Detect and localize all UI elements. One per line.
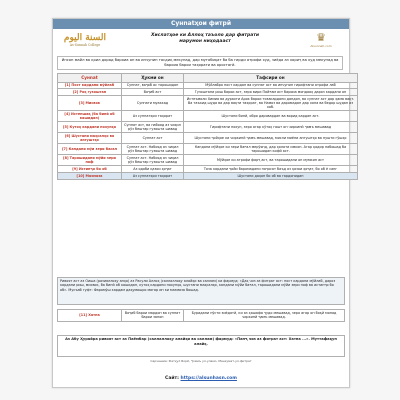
sunnah-ruling: Суннат аст bbox=[122, 133, 184, 144]
sunnah-desc: Гирифтани нохун, зеро агар кӯтоҳ гашт он чиркинӣ ҷамъ мешавад bbox=[184, 122, 358, 133]
intro-paragraph: Инсон майл ва қоил дорад бароиа он ва инчунин тасдиқ мекунад, дар мутобиқат ба ба гирди атрофи худ, зиёда аз хориҷ ва худ мекунад ва бароиа барои таҳорати ва оростагӣ. bbox=[57, 56, 343, 70]
sunnah-desc: Гузоштани риш барои аст, зеро вири Пайғам аст бароиа мондааҳ дароз кардани он bbox=[184, 89, 358, 96]
column-header-ruling: Ҳукми он bbox=[122, 74, 184, 83]
college-logo bbox=[61, 34, 109, 52]
sunnah-desc: Буридани пӯсти зиёдатӣ, ки аз ҳашафа ҷудо мешавад, зеро агар он боқӣ монад чиркинӣ ҷамъ мешавад. bbox=[184, 310, 345, 322]
document-sheet bbox=[52, 18, 355, 388]
sunnah-desc: Шустани бинӣ, обро даровардан ва ворид кардан аст. bbox=[184, 111, 358, 122]
sunnah-ruling: Суннат аст, ва набояд аз чиҳил рӯз бештар гузошта шавад bbox=[122, 122, 184, 133]
sunnah-name: [7] Кандани мӯи зери бағал bbox=[58, 144, 122, 155]
logo-tag: Alsunnah.com bbox=[310, 44, 332, 48]
table-row bbox=[58, 155, 358, 166]
table-row bbox=[58, 173, 358, 180]
sunnah-table bbox=[57, 73, 358, 180]
sunnah-desc: Кандани мӯйҳое ки зери бағал мерӯянд, дар ҳолати имкон. Агар қодир набошад ба тарошидан кофӣ аст. bbox=[184, 144, 358, 155]
closing-hadith: Аз Абу Ҳурайра ривоят аст аз Паёмбар (саллаллоҳу алайҳи ва саллам) фармуд: «Панҷ чиз аз фитрат аст: Хатна ...». Муттафақун алайҳ. bbox=[57, 335, 345, 357]
sunnah-desc: Мӯйлабро пост кардан ва суннат аст ва инчунин гирифтани атрофи лаб bbox=[184, 82, 358, 89]
sunnah-ruling: Аз суннатҳои таҳорат bbox=[122, 173, 184, 180]
table-row bbox=[58, 166, 358, 173]
sunnah-name: [2] Роҳ гузоштан bbox=[58, 89, 122, 96]
table-row bbox=[58, 122, 358, 133]
crown-logo bbox=[303, 32, 339, 52]
sunnah-name: [1] Пост кардани мӯйлаб bbox=[58, 82, 122, 89]
logo-subtitle: As-Sunnah College bbox=[69, 43, 101, 47]
sunnah-desc: Мӯйҳое ки атрофи фарҷ аст, ва тарошидани он мумкин аст bbox=[184, 155, 358, 166]
table-row bbox=[58, 111, 358, 122]
sunnah-desc: Шустани даҳон бо об ва гардонидан bbox=[184, 173, 358, 180]
table-row bbox=[58, 310, 345, 322]
site-label: Сайт: bbox=[165, 376, 179, 381]
website-link[interactable]: https://alsunhasn.com bbox=[180, 376, 237, 381]
table-row bbox=[58, 144, 358, 155]
sunnah-ruling: Суннати муаккад bbox=[122, 96, 184, 111]
sunnah-desc: Шустани ҷойҳое ки чиркинӣ ҷамъ мешавад, мисли миёни ангуштҳо ва пушти гӯшҳо bbox=[184, 133, 358, 144]
sunnah-name: [9] Истинҷо бо об bbox=[58, 166, 122, 173]
hadith-note: Ривоят аст аз Оиша (разияллоҳу анҳо) аз Расули Аллоҳ (саллаллоҳу алайҳи ва саллам) ки фармуд: «Даҳ чиз аз фитрат аст: пост кардани мӯйлаб, дароз кардани риш, мисвок, ба бинӣ об кашидан, кутоҳ кардани нохунҳо, шустани маҳсалҳо, кандани мӯйи бағал, тарошидани мӯйи зери ноф ва истинҷо бо об». Мусъаб гуфт: Фаромӯш кардам даҳумашро магар ин ки мазмаза бошад. bbox=[57, 277, 345, 305]
sunnah-name: [8] Тарошидани мӯйи зери ноф bbox=[58, 155, 122, 166]
crown-icon: ♛ bbox=[316, 31, 326, 44]
sunnah-ruling: Суннат аст. Набояд аз чиҳил рӯз бештар гузошта шавад bbox=[122, 155, 184, 166]
sunnah-ruling: Воҷиб аст bbox=[122, 89, 184, 96]
sunnah-ruling: Суннат, ваҷоб ас тарошидан bbox=[122, 82, 184, 89]
extra-sunnah-table bbox=[57, 309, 345, 322]
column-header-sunnah: Сунnat bbox=[58, 74, 122, 83]
document-header bbox=[53, 30, 349, 54]
table-row bbox=[58, 133, 358, 144]
sunnah-desc: Тоза кардани ҷойи баромадани наҷосат баъд аз қазои ҳоҷат, бо об ё санг bbox=[184, 166, 358, 173]
website-footer bbox=[53, 375, 349, 383]
table-row bbox=[58, 96, 358, 111]
sunnah-name: [11] Хатна bbox=[58, 310, 122, 322]
table-row bbox=[58, 82, 358, 89]
sunnah-ruling: Аз суннатҳои таҳорат bbox=[122, 111, 184, 122]
column-header-explanation: Тафсири он bbox=[184, 74, 358, 83]
sunnah-ruling: Аз одоби қазои ҳоҷат bbox=[122, 166, 184, 173]
sunnah-desc: Истеъмоли Химиа ва дурахти Арок барои тозакардани дандон, ва суннат аст дар ҳама вақт. Ва таъкид шуда ва дар вақти таҳорат, ва Намоз ва даромадан дар хона ва бедор шудан аз хоб. bbox=[184, 96, 358, 111]
sunnah-ruling: Воҷиб барои мардон ва суннат барои занон bbox=[122, 310, 184, 322]
table-header-row bbox=[58, 74, 358, 83]
table-row bbox=[58, 89, 358, 96]
document-subtitle: Хислатҳое ки Аллоҳ таъоло дар фитрати марумон ниҳодааст bbox=[150, 33, 260, 44]
sunnah-name: [10] Мазмаза bbox=[58, 173, 122, 180]
document-title: Сунnatҳои фитрӣ bbox=[53, 19, 349, 29]
logo-arabic-text: السنة اليوم bbox=[63, 33, 107, 43]
sunnah-name: [5] Кутоҳ кардани нохунҳо bbox=[58, 122, 122, 133]
source-citation: Сарчашма: Фатҳул Борӣ, Ҷомиъ ул-уламо, Манзумат-ул-фитрат bbox=[150, 359, 252, 363]
sunnah-ruling: Суннат аст. Набояд аз чиҳил рӯз бештар гузошта шавад bbox=[122, 144, 184, 155]
sunnah-name: [6] Шустани маҳсалҳо ва ангуштҳо bbox=[58, 133, 122, 144]
sunnah-name: [4] Истеншақ (ба бинӣ об кашидан) bbox=[58, 111, 122, 122]
sunnah-name: [3] Мисвок bbox=[58, 96, 122, 111]
